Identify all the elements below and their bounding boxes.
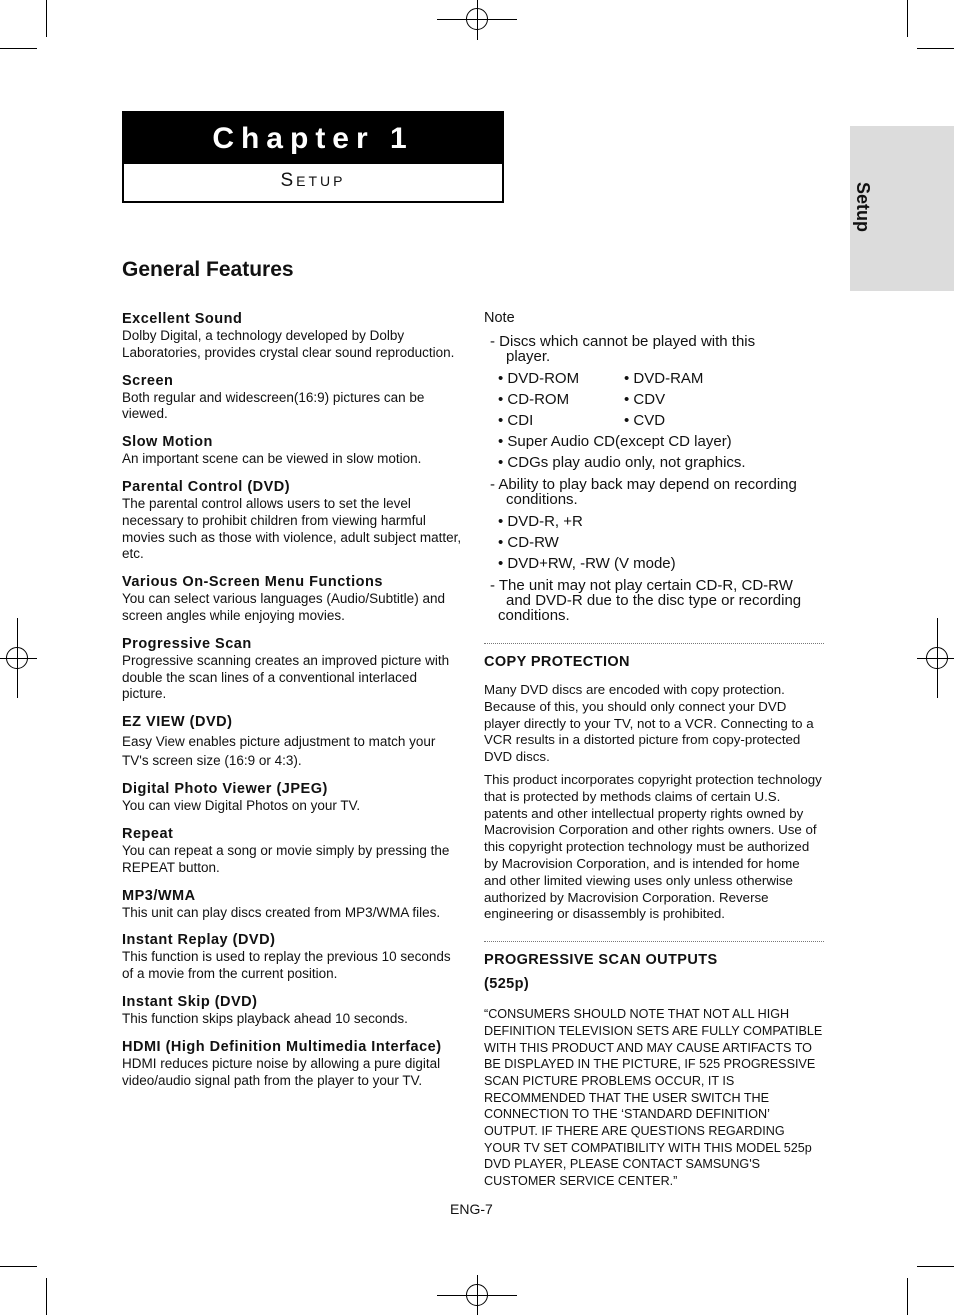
feature-body: This function skips playback ahead 10 seconds. bbox=[122, 1010, 408, 1026]
disc-pair: • CD-ROM • CDV bbox=[498, 391, 666, 408]
feature-item bbox=[122, 636, 462, 703]
note-line: - Discs which cannot be played with this player. bbox=[490, 333, 756, 365]
feature-title: HDMI (High Definition Multimedia Interface) bbox=[122, 1038, 442, 1055]
feature-body: HDMI reduces picture noise by allowing a pure digital video/audio signal path from the player to your TV. bbox=[122, 1055, 441, 1088]
registration-line bbox=[937, 618, 938, 698]
feature-title: Instant Skip (DVD) bbox=[122, 993, 258, 1010]
note-line: - Ability to play back may depend on recording conditions. bbox=[490, 476, 797, 508]
feature-item bbox=[122, 888, 462, 922]
disc-bullet: • CD-RW bbox=[498, 534, 559, 551]
feature-title: EZ VIEW (DVD) bbox=[122, 714, 233, 731]
feature-item bbox=[122, 373, 462, 424]
feature-title: Slow Motion bbox=[122, 434, 213, 451]
feature-body: Progressive scanning creates an improved picture with double the scan lines of a conventional interlaced picture. bbox=[122, 652, 450, 702]
chapter-subtitle: SETUP bbox=[280, 170, 346, 191]
feature-item bbox=[122, 311, 462, 362]
feature-body: You can view Digital Photos on your TV. bbox=[122, 798, 361, 814]
feature-title: Parental Control (DVD) bbox=[122, 478, 291, 495]
feature-item bbox=[122, 994, 462, 1028]
feature-item bbox=[122, 1039, 462, 1090]
page-title: General Features bbox=[122, 258, 294, 281]
disc-bullet: • DVD-R, +R bbox=[498, 513, 583, 530]
feature-item bbox=[122, 574, 462, 625]
disc-pair: • DVD-ROM • DVD-RAM bbox=[498, 370, 704, 387]
feature-item bbox=[122, 932, 462, 983]
registration-line bbox=[477, 0, 478, 40]
registration-line bbox=[0, 658, 37, 659]
section-title: PROGRESSIVE SCAN OUTPUTS bbox=[484, 952, 718, 969]
registration-line bbox=[917, 658, 954, 659]
disc-pair: • CDI • CVD bbox=[498, 412, 666, 429]
feature-title: Various On-Screen Menu Functions bbox=[122, 574, 383, 591]
section-body: Many DVD discs are encoded with copy protection. Because of this, you should only connect your DVD player directly to your TV, not to a VCR. Connecting to a VCR results in a distorted picture from copy-protected DVD discs. bbox=[484, 682, 814, 765]
notes-column bbox=[484, 308, 824, 1190]
feature-body: You can repeat a song or movie simply by pressing the REPEAT button. bbox=[122, 842, 450, 875]
feature-title: Progressive Scan bbox=[122, 635, 252, 652]
page-number: ENG-7 bbox=[450, 1201, 493, 1217]
note-line: - The unit may not play certain CD-R, CD-RW and DVD-R due to the disc type or recording conditions. bbox=[490, 577, 802, 624]
disc-bullet: • DVD+RW, -RW (V mode) bbox=[498, 555, 676, 572]
feature-title: Repeat bbox=[122, 825, 174, 842]
feature-body: You can select various languages (Audio/Subtitle) and screen angles while enjoying movies. bbox=[122, 591, 445, 623]
feature-item bbox=[122, 781, 462, 815]
disc-bullet: • CDGs play audio only, not graphics. bbox=[498, 454, 746, 471]
section-body: “CONSUMERS SHOULD NOTE THAT NOT ALL HIGH DEFINITION TELEVISION SETS ARE FULLY COMPATIBLE WITH THIS PRODUCT AND MAY CAUSE ARTIFACTS TO BE DISPLAYED IN THE PICTURE, IF 525 PROGRESSIVE SCAN PICTURE PROBLEMS OCCUR, IT IS RECOMMENDED THAT THE USER SWITCH THE CONNECTION TO THE ‘STANDARD DEFINITION’ OUTPUT. IF THERE ARE QUESTIONS REGARDING YOUR TV SET COMPATIBILITY WITH THIS MODEL 525p DVD PLAYER, PLEASE CONTACT SAMSUNG'S CUSTOMER SERVICE CENTER.” bbox=[484, 1007, 823, 1189]
crop-mark bbox=[46, 0, 47, 37]
disc-bullet: • Super Audio CD(except CD layer) bbox=[498, 433, 732, 450]
section-body: This product incorporates copyright protection technology that is protected by methods claims of certain U.S. patents and other intellectual property rights owned by Macrovision Corporation and other rights owners. Use of this copyright protection technology must be authorized by Macrovision Corporation, and is intended for home and other limited viewing uses only unless otherwise authorized by Macrovision Corporation. Reverse engineering or disassembly is prohibited. bbox=[484, 771, 822, 922]
chapter-title: Chapter 1 bbox=[124, 113, 502, 164]
dotted-divider bbox=[484, 643, 824, 644]
feature-item bbox=[122, 434, 462, 468]
side-tab-label: Setup bbox=[853, 182, 873, 233]
section-title: (525p) bbox=[484, 976, 530, 993]
features-column bbox=[122, 311, 462, 1100]
feature-body: The parental control allows users to set the level necessary to prohibit children from viewing harmful movies such as those with violence, adult subject matter, etc. bbox=[122, 495, 462, 562]
note-title: Note bbox=[484, 310, 515, 326]
crop-mark bbox=[46, 1278, 47, 1315]
crop-mark bbox=[0, 1266, 37, 1267]
feature-body: An important scene can be viewed in slow motion. bbox=[122, 451, 422, 467]
crop-mark bbox=[907, 1278, 908, 1315]
dotted-divider bbox=[484, 941, 824, 942]
crop-mark bbox=[0, 48, 37, 49]
feature-body: Both regular and widescreen(16:9) pictures can be viewed. bbox=[122, 389, 425, 422]
feature-item bbox=[122, 479, 462, 563]
section-title: COPY PROTECTION bbox=[484, 654, 630, 670]
feature-title: Screen bbox=[122, 372, 174, 389]
chapter-header bbox=[122, 111, 504, 203]
feature-body: Dolby Digital, a technology developed by Dolby Laboratories, provides crystal clear sound reproduction. bbox=[122, 328, 455, 360]
feature-body: This unit can play discs created from MP3/WMA files. bbox=[122, 904, 441, 920]
feature-title: Excellent Sound bbox=[122, 311, 243, 327]
feature-title: Instant Replay (DVD) bbox=[122, 932, 276, 949]
feature-body: This function is used to replay the previous 10 seconds of a movie from the current position. bbox=[122, 949, 451, 982]
feature-body: Easy View enables picture adjustment to match your TV's screen size (16:9 or 4:3). bbox=[122, 734, 436, 768]
registration-line bbox=[17, 618, 18, 698]
crop-mark bbox=[917, 48, 954, 49]
crop-mark bbox=[907, 0, 908, 37]
feature-title: MP3/WMA bbox=[122, 887, 196, 904]
crop-mark bbox=[917, 1266, 954, 1267]
feature-item bbox=[122, 826, 462, 877]
feature-title: Digital Photo Viewer (JPEG) bbox=[122, 781, 328, 798]
feature-item bbox=[122, 714, 462, 770]
registration-line bbox=[477, 1275, 478, 1315]
